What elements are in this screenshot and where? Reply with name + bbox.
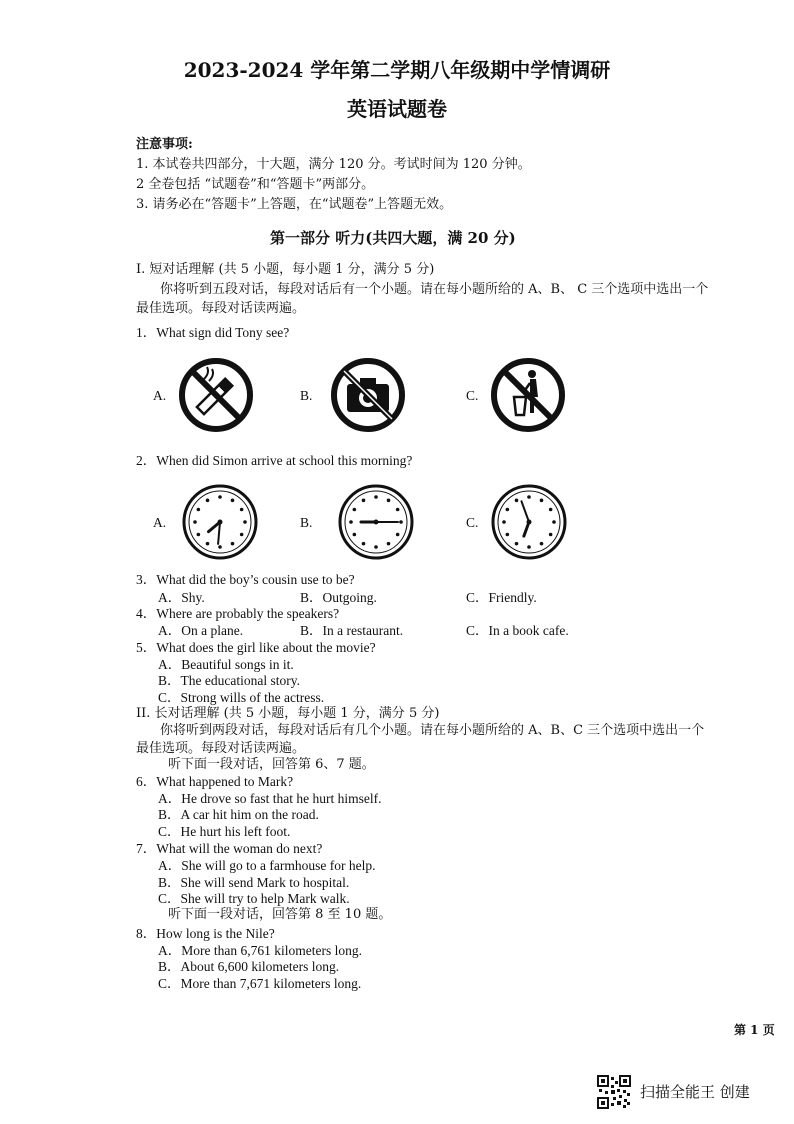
page-number: 第 1 页 — [734, 1023, 775, 1037]
q3-option-a: A．Shy. — [158, 590, 205, 605]
part1-title: 第一部分 听力(共四大题，满 20 分) — [270, 229, 516, 247]
section1-intro-line2: 最佳选项。每段对话读两遍。 — [136, 301, 306, 316]
q4-option-c: C．In a book cafe. — [466, 623, 569, 638]
no-camera-sign-icon — [330, 357, 406, 433]
section2-listen-q8-10: 听下面一段对话，回答第 8 至 10 题。 — [168, 907, 392, 922]
no-smoking-sign-icon — [178, 357, 254, 433]
q1-option-b-label: B. — [300, 388, 313, 403]
question-3-stem: 3．What did the boy’s cousin use to be? — [136, 572, 355, 587]
qr-code-icon — [597, 1075, 631, 1109]
q5-option-a: A．Beautiful songs in it. — [158, 657, 294, 672]
note-item-3: 3. 请务必在“答题卡”上答题，在“试题卷”上答题无效。 — [136, 197, 453, 212]
q1-option-a-label: A. — [153, 388, 167, 403]
question-4-stem: 4．Where are probably the speakers? — [136, 606, 340, 621]
question-2-stem: 2．When did Simon arrive at school this morning? — [136, 453, 413, 468]
q3-option-c: C．Friendly. — [466, 590, 537, 605]
q7-option-a: A．She will go to a farmhouse for help. — [158, 858, 376, 873]
section2-intro-line2: 最佳选项。每段对话读两遍。 — [136, 741, 306, 756]
question-5-stem: 5．What does the girl like about the movie? — [136, 640, 376, 655]
q7-option-b: B．She will send Mark to hospital. — [158, 875, 350, 890]
q1-option-c-label: C. — [466, 388, 479, 403]
q8-option-b: B．About 6,600 kilometers long. — [158, 959, 340, 974]
q8-option-a: A．More than 6,761 kilometers long. — [158, 943, 362, 958]
page-subtitle: 英语试题卷 — [347, 97, 447, 121]
q4-option-b: B．In a restaurant. — [300, 623, 404, 638]
q7-option-c: C．She will try to help Mark walk. — [158, 891, 350, 906]
q5-option-b: B．The educational story. — [158, 673, 300, 688]
notes-heading: 注意事项: — [136, 137, 193, 152]
q4-option-a: A．On a plane. — [158, 623, 244, 638]
q6-option-a: A．He drove so fast that he hurt himself. — [158, 791, 382, 806]
q5-option-c: C．Strong wills of the actress. — [158, 690, 325, 705]
section1-intro-line1: 你将听到五段对话，每段对话后有一个小题。请在每小题所给的 A、B、 C 三个选项中选出一个 — [160, 282, 709, 297]
clock-b-icon — [337, 483, 415, 561]
note-item-2: 2 全卷包括 “试题卷”和“答题卡”两部分。 — [136, 177, 375, 192]
question-1-stem: 1．What sign did Tony see? — [136, 325, 290, 340]
section2-listen-q6-7: 听下面一段对话，回答第 6、7 题。 — [168, 757, 375, 772]
question-7-stem: 7．What will the woman do next? — [136, 841, 323, 856]
q2-option-b-label: B. — [300, 515, 313, 530]
section1-heading: I. 短对话理解 (共 5 小题，每小题 1 分，满分 5 分) — [136, 262, 435, 277]
q8-option-c: C．More than 7,671 kilometers long. — [158, 976, 362, 991]
scanner-watermark: 扫描全能王 创建 — [640, 1083, 750, 1101]
clock-c-icon — [490, 483, 568, 561]
question-6-stem: 6．What happened to Mark? — [136, 774, 294, 789]
q6-option-c: C．He hurt his left foot. — [158, 824, 291, 839]
q2-option-c-label: C. — [466, 515, 479, 530]
page-title: 2023-2024 学年第二学期八年级期中学情调研 — [183, 58, 611, 82]
q2-option-a-label: A. — [153, 515, 167, 530]
note-item-1: 1. 本试卷共四部分，十大题，满分 120 分。考试时间为 120 分钟。 — [136, 157, 531, 172]
section2-heading: II. 长对话理解 (共 5 小题，每小题 1 分，满分 5 分) — [136, 706, 440, 721]
section2-intro-line1: 你将听到两段对话，每段对话后有几个小题。请在每小题所给的 A、B、C 三个选项中选出一个 — [160, 723, 705, 738]
clock-a-icon — [181, 483, 259, 561]
question-8-stem: 8．How long is the Nile? — [136, 926, 275, 941]
no-littering-sign-icon — [490, 357, 566, 433]
q6-option-b: B．A car hit him on the road. — [158, 807, 319, 822]
q3-option-b: B．Outgoing. — [300, 590, 377, 605]
